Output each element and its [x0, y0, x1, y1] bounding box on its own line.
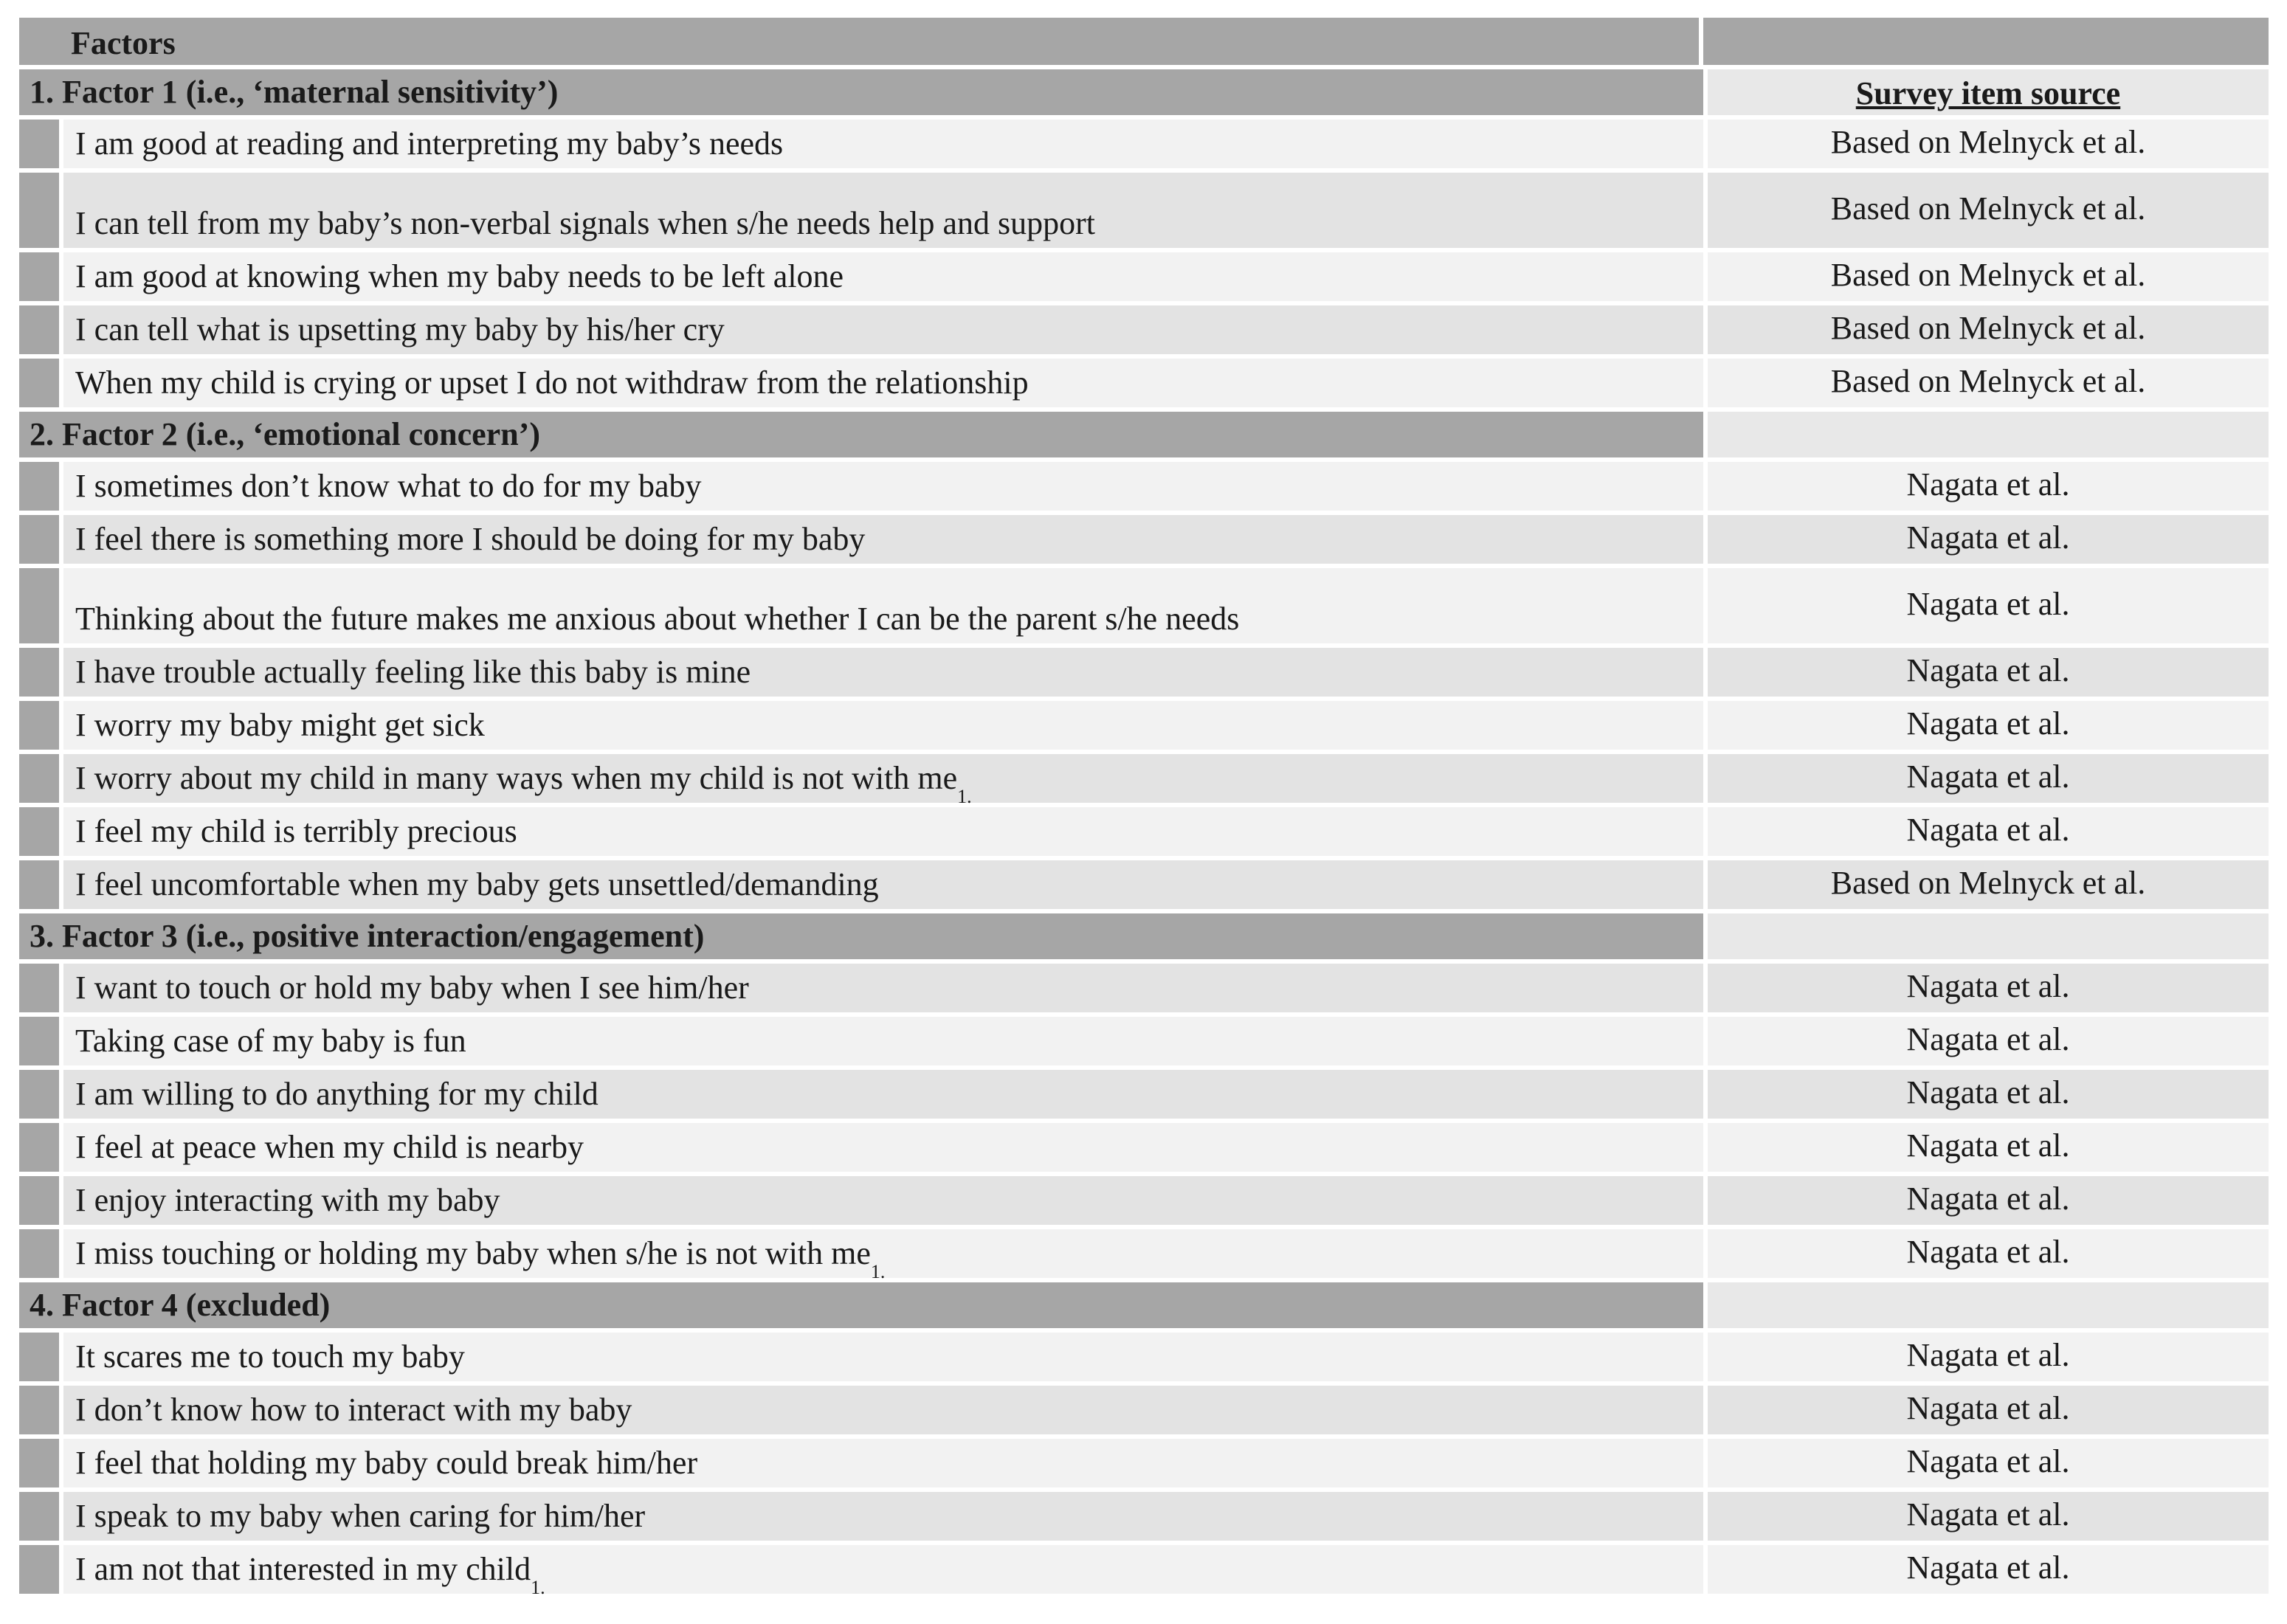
row-stub	[19, 462, 59, 511]
table-row	[19, 1487, 2269, 1541]
table-row	[19, 856, 2269, 909]
table-row	[19, 301, 2269, 354]
row-stub	[19, 754, 59, 803]
table-row	[19, 115, 2269, 168]
table-row	[19, 511, 2269, 564]
row-stub	[19, 1333, 59, 1381]
item-source: Based on Melnyck et al.	[1708, 860, 2269, 909]
table-row	[19, 1172, 2269, 1225]
row-stub	[19, 860, 59, 909]
table-row	[19, 697, 2269, 750]
item-source: Nagata et al.	[1708, 807, 2269, 856]
row-stub	[19, 1229, 59, 1278]
table-row	[19, 1012, 2269, 1065]
item-text: I worry my baby might get sick	[63, 701, 1703, 750]
item-text: I feel at peace when my child is nearby	[63, 1123, 1703, 1172]
item-source: Nagata et al.	[1708, 568, 2269, 643]
item-text: I don’t know how to interact with my baby	[63, 1386, 1703, 1434]
row-stub	[19, 568, 59, 643]
item-text: I sometimes don’t know what to do for my baby	[63, 462, 1703, 511]
item-source: Nagata et al.	[1708, 1123, 2269, 1172]
item-source: Based on Melnyck et al.	[1708, 173, 2269, 248]
table-row	[19, 168, 2269, 248]
item-source: Based on Melnyck et al.	[1708, 252, 2269, 301]
row-stub	[19, 964, 59, 1012]
item-source: Nagata et al.	[1708, 1176, 2269, 1225]
item-text-main: I worry about my child in many ways when my child is not with me	[75, 760, 958, 796]
item-text: Taking case of my baby is fun	[63, 1017, 1703, 1065]
item-text: When my child is crying or upset I do not withdraw from the relationship	[63, 359, 1703, 407]
survey-items-table	[19, 18, 2269, 1598]
source-column-label: Survey item source	[1855, 75, 2121, 111]
row-stub	[19, 359, 59, 407]
row-stub	[19, 648, 59, 697]
item-text: I feel that holding my baby could break him/her	[63, 1439, 1703, 1487]
item-text: I can tell what is upsetting my baby by his/her cry	[63, 305, 1703, 354]
item-text: I feel my child is terribly precious	[63, 807, 1703, 856]
row-stub	[19, 1439, 59, 1487]
item-source: Nagata et al.	[1708, 754, 2269, 803]
table-row	[19, 1541, 2269, 1598]
item-source: Based on Melnyck et al.	[1708, 305, 2269, 354]
row-stub	[19, 701, 59, 750]
item-text: I speak to my baby when caring for him/her	[63, 1492, 1703, 1541]
row-stub	[19, 515, 59, 564]
item-source: Nagata et al.	[1708, 1386, 2269, 1434]
item-text: Thinking about the future makes me anxious about whether I can be the parent s/he needs	[63, 568, 1703, 643]
item-text: I miss touching or holding my baby when s/he is not with me 1.	[63, 1229, 1703, 1278]
table-row	[19, 1225, 2269, 1282]
row-stub	[19, 1176, 59, 1225]
factor-title: 1. Factor 1 (i.e., ‘maternal sensitivity’)	[19, 69, 1703, 115]
table-row	[19, 959, 2269, 1012]
row-stub	[19, 305, 59, 354]
table-row	[19, 1328, 2269, 1381]
table-header-row	[19, 18, 2269, 65]
item-source: Nagata et al.	[1708, 1229, 2269, 1278]
item-source: Nagata et al.	[1708, 648, 2269, 697]
item-source: Based on Melnyck et al.	[1708, 359, 2269, 407]
item-source: Nagata et al.	[1708, 1439, 2269, 1487]
item-source: Nagata et al.	[1708, 1545, 2269, 1594]
table-row	[19, 643, 2269, 697]
item-text: I enjoy interacting with my baby	[63, 1176, 1703, 1225]
row-stub	[19, 1070, 59, 1119]
row-stub	[19, 1017, 59, 1065]
table-row	[19, 1065, 2269, 1119]
table-row	[19, 248, 2269, 301]
item-source: Nagata et al.	[1708, 1333, 2269, 1381]
table-row	[19, 564, 2269, 643]
item-text: I am good at reading and interpreting my baby’s needs	[63, 120, 1703, 168]
item-source: Nagata et al.	[1708, 462, 2269, 511]
row-stub	[19, 120, 59, 168]
table-row	[19, 354, 2269, 407]
row-stub	[19, 252, 59, 301]
row-stub	[19, 1545, 59, 1594]
table-row	[19, 1119, 2269, 1172]
item-text: I am good at knowing when my baby needs to be left alone	[63, 252, 1703, 301]
item-text: I have trouble actually feeling like this baby is mine	[63, 648, 1703, 697]
item-text: I am willing to do anything for my child	[63, 1070, 1703, 1119]
factor-row	[19, 407, 2269, 457]
table-row	[19, 1381, 2269, 1434]
item-text-main: I am not that interested in my child	[75, 1551, 531, 1587]
factor-source-blank	[1708, 412, 2269, 457]
item-text: It scares me to touch my baby	[63, 1333, 1703, 1381]
row-stub	[19, 1123, 59, 1172]
item-source: Nagata et al.	[1708, 701, 2269, 750]
item-source: Nagata et al.	[1708, 964, 2269, 1012]
factor-title: 2. Factor 2 (i.e., ‘emotional concern’)	[19, 412, 1703, 457]
table-row	[19, 803, 2269, 856]
table-row	[19, 1434, 2269, 1487]
item-text-main: I miss touching or holding my baby when s/he is not with me	[75, 1235, 871, 1271]
row-stub	[19, 1492, 59, 1541]
item-text: I feel uncomfortable when my baby gets unsettled/demanding	[63, 860, 1703, 909]
factors-header: Factors	[59, 18, 1699, 65]
item-source: Nagata et al.	[1708, 1070, 2269, 1119]
source-header-blank	[1703, 18, 2269, 65]
factor-row	[19, 909, 2269, 959]
table-row	[19, 750, 2269, 807]
row-stub	[19, 173, 59, 248]
factor-source-blank	[1708, 1282, 2269, 1328]
factor-title: 4. Factor 4 (excluded)	[19, 1282, 1703, 1328]
factor-row	[19, 1278, 2269, 1328]
row-stub	[19, 1386, 59, 1434]
item-source: Nagata et al.	[1708, 515, 2269, 564]
item-source: Based on Melnyck et al.	[1708, 120, 2269, 168]
item-source: Nagata et al.	[1708, 1492, 2269, 1541]
row-stub	[19, 18, 59, 65]
item-text: I feel there is something more I should be doing for my baby	[63, 515, 1703, 564]
item-text: I can tell from my baby’s non-verbal signals when s/he needs help and support	[63, 173, 1703, 248]
factor-row	[19, 65, 2269, 115]
item-text: I am not that interested in my child 1.	[63, 1545, 1703, 1594]
item-text: I worry about my child in many ways when my child is not with me 1.	[63, 754, 1703, 803]
source-column-header	[1708, 69, 2269, 115]
factor-title: 3. Factor 3 (i.e., positive interaction/engagement)	[19, 913, 1703, 959]
item-text: I want to touch or hold my baby when I see him/her	[63, 964, 1703, 1012]
table-row	[19, 457, 2269, 511]
item-source: Nagata et al.	[1708, 1017, 2269, 1065]
factor-source-blank	[1708, 913, 2269, 959]
row-stub	[19, 807, 59, 856]
